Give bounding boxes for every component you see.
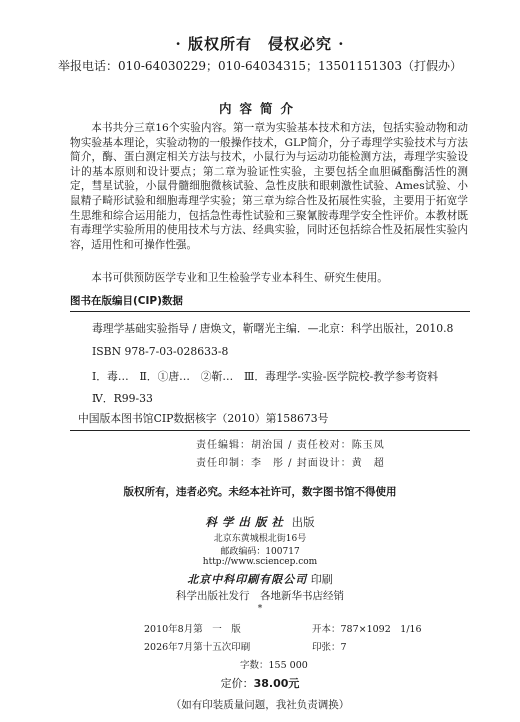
distribution-line: 科学出版社发行 各地新华书店经销 xyxy=(176,590,344,602)
price-value: 38.00元 xyxy=(253,677,300,690)
edition-info: 2010年8月第 一 版 xyxy=(144,624,241,635)
report-phone-line: 举报电话：010-64030229；010-64034315；13501151303（打假办） xyxy=(57,59,463,73)
intro-title: 内容简介 xyxy=(218,101,301,116)
format-info: 开本：787×1092 1/16 xyxy=(312,624,422,635)
copyright-heading: · 版权所有 侵权必究 · xyxy=(175,35,345,53)
rights-notice: 版权所有，违者必究。未经本社许可，数字图书馆不得使用 xyxy=(123,486,397,498)
separator-star: * xyxy=(257,604,263,614)
printer-suffix: 印刷 xyxy=(310,573,333,586)
editor-credits: 责任编辑：胡治国 / 责任校对：陈玉凤 xyxy=(196,440,385,451)
publisher-name: 科学出版社 xyxy=(205,515,288,529)
word-count: 字数：155 000 xyxy=(240,660,308,671)
production-credits: 责任印制：李 彤 / 封面设计：黄 超 xyxy=(196,458,385,469)
intro-body: 本书共分三章16个实验内容。第一章为实验基本技术和方法，包括实验动物和动物实验基本理论，实验动物的一般操作技术，GLP简介，分子毒理学实验技术与方法简介，酶、蛋白测定相关方法与技术，小鼠行为与运动功能检测方法，毒理学实验设计的基本原则和设计要点；第二章为验证性实验，主要包括全血胆碱酯酶活性的测定，彗星试验，小鼠骨髓细胞微核试验、急性皮肤和眼刺激性试验、Ames试验、小鼠精子畸形试验和细胞毒理学实验；第三章为综合性及拓展性实验，主要用于拓宽学生思维和综合运用能力，包括急性毒性试验和三聚氰胺毒理学安全性评价。本教材既有毒理学实验所用的使用技术与方法、经典实验，同时还包括综合性及拓展性实验内容，适用性和可操作性强。 xyxy=(70,122,468,251)
website: http://www.sciencep.com xyxy=(202,557,318,567)
cip-isbn: ISBN 978-7-03-028633-8 xyxy=(92,345,229,358)
postcode: 邮政编码：100717 xyxy=(220,547,300,557)
printing-info: 2026年7月第十五次印刷 xyxy=(144,642,251,653)
publisher-line xyxy=(0,514,520,530)
price-line xyxy=(0,675,520,691)
defect-notice: （如有印装质量问题，我社负责调换） xyxy=(170,699,350,711)
cip-record-number: 中国版本图书馆CIP数据核字（2010）第158673号 xyxy=(78,412,329,425)
price-label: 定价： xyxy=(220,677,254,690)
publisher-suffix: 出版 xyxy=(291,515,315,529)
publisher-address: 北京东黄城根北街16号 xyxy=(213,534,307,544)
sheets-info: 印张：7 xyxy=(312,642,347,653)
cip-subject-line: Ⅰ．毒… Ⅱ．①唐… ②靳… Ⅲ．毒理学-实验-医学院校-教学参考资料 xyxy=(92,370,439,383)
cip-heading: 图书在版编目(CIP)数据 xyxy=(70,295,183,307)
intro-usage: 本书可供预防医学专业和卫生检验学专业本科生、研究生使用。 xyxy=(91,272,388,284)
cip-top-rule xyxy=(70,311,470,312)
cip-title-line: 毒理学基础实验指导 / 唐焕文，靳曙光主编．—北京：科学出版社，2010.8 xyxy=(92,322,454,335)
cip-bottom-rule xyxy=(70,430,470,431)
printer-line xyxy=(0,571,520,587)
cip-classification: Ⅳ．R99-33 xyxy=(92,392,153,405)
printer-name: 北京中科印刷有限公司 xyxy=(187,573,308,586)
